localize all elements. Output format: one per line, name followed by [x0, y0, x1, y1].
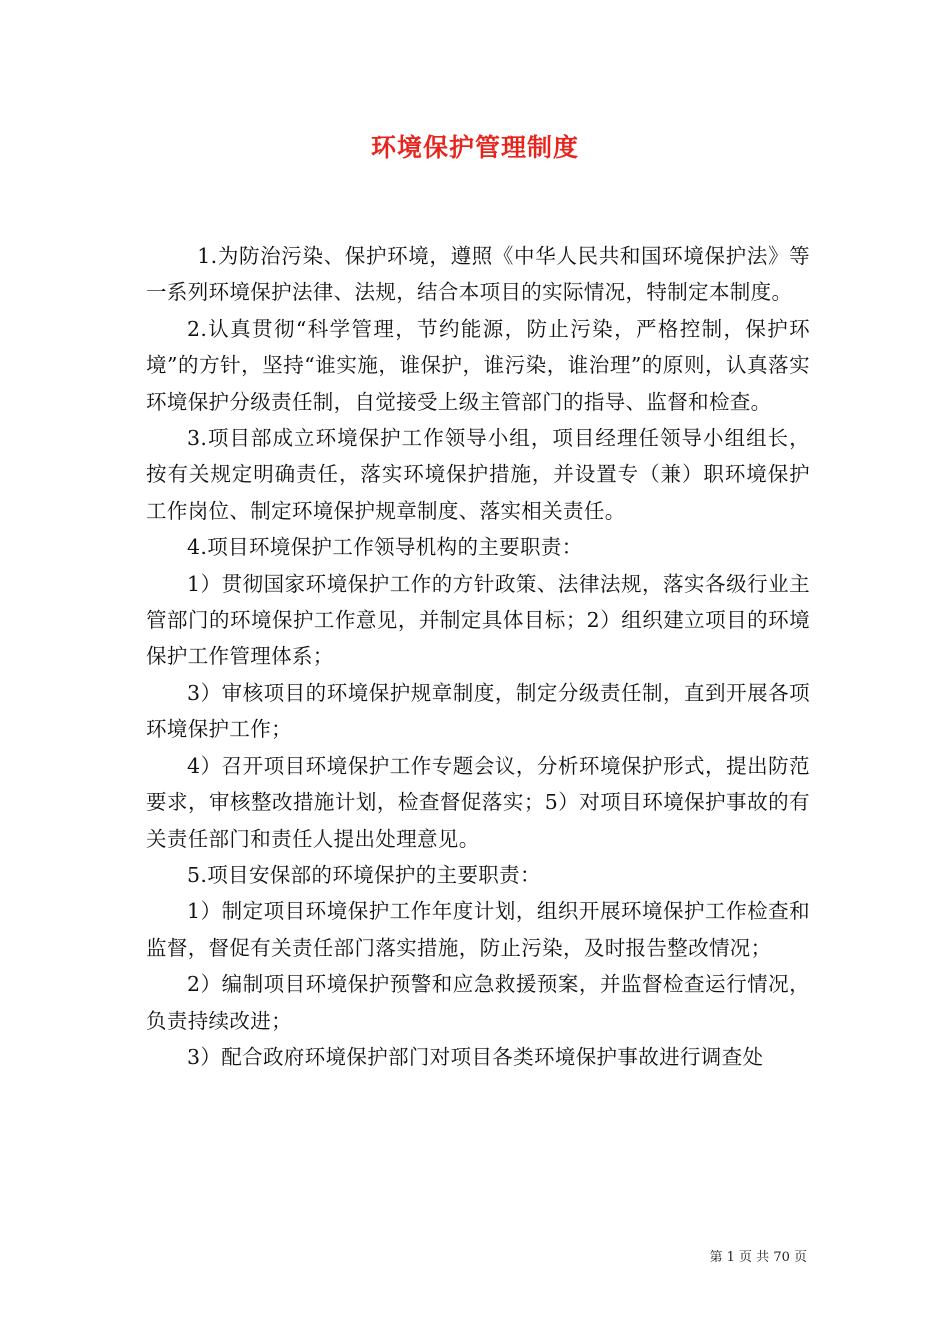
document-title: 环境保护管理制度	[370, 133, 579, 162]
paragraph-11: 3）配合政府环境保护部门对项目各类环境保护事故进行调查处	[187, 1044, 764, 1069]
paragraph-10: 2）编制项目环境保护预警和应急救援预案，并监督检查运行情况，负责持续改进；	[146, 972, 810, 1033]
paragraph-7: 4）召开项目环境保护工作专题会议，分析环境保护形式，提出防范要求，审核整改措施计划，检查督促落实；5）对项目环境保护事故的有关责任部门和责任人提出处理意见。	[146, 753, 810, 851]
page-number-footer: 第 1 页 共 70 页	[709, 1250, 807, 1265]
paragraph-9: 1）制定项目环境保护工作年度计划，组织开展环境保护工作检查和监督，督促有关责任部门落实措施，防止污染，及时报告整改情况；	[146, 899, 810, 960]
paragraph-5: 1）贯彻国家环境保护工作的方针政策、法律法规，落实各级行业主管部门的环境保护工作意见，并制定具体目标；2）组织建立项目的环境保护工作管理体系；	[146, 571, 810, 669]
document-body	[146, 238, 810, 1075]
paragraph-1: 1.为防治污染、保护环境，遵照《中华人民共和国环境保护法》等一系列环境保护法律、法规，结合本项目的实际情况，特制定本制度。	[146, 244, 810, 305]
paragraph-6: 3）审核项目的环境保护规章制度，制定分级责任制，直到开展各项环境保护工作；	[146, 680, 810, 742]
paragraph-4: 4.项目环境保护工作领导机构的主要职责：	[187, 535, 583, 560]
paragraph-3: 3.项目部成立环境保护工作领导小组，项目经理任领导小组组长，按有关规定明确责任，落实环境保护措施，并设置专（兼）职环境保护工作岗位、制定环境保护规章制度、落实相关责任。	[146, 426, 810, 523]
paragraph-2: 2.认真贯彻“科学管理，节约能源，防止污染，严格控制，保护环境”的方针，坚持“谁实施，谁保护，谁污染，谁治理”的原则，认真落实环境保护分级责任制，自觉接受上级主管部门的指导、监督和检查。	[146, 316, 810, 414]
paragraph-8: 5.项目安保部的环境保护的主要职责：	[187, 862, 541, 887]
